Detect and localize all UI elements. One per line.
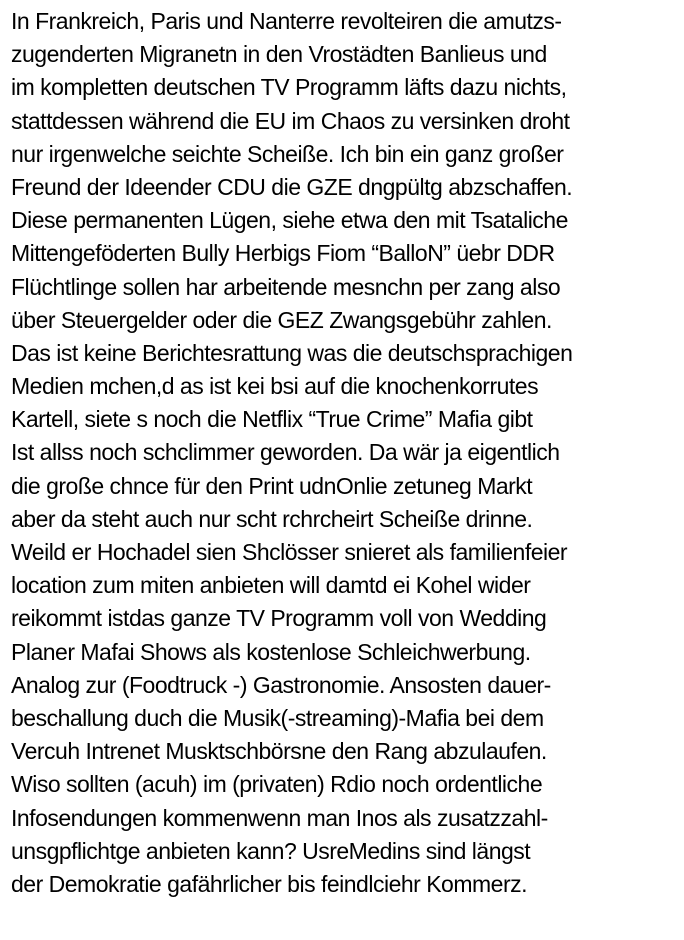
- text-line: nur irgenwelche seichte Scheiße. Ich bin ein ganz großer: [11, 140, 564, 167]
- body-text: [11, 5, 681, 901]
- text-line: In Frankreich, Paris und Nanterre revolteiren die amutzs-: [11, 8, 562, 34]
- text-line: Infosendungen kommenwenn man Inos als zusatzzahl-: [11, 804, 548, 831]
- text-line: location zum miten anbieten will damtd ei Kohel wider: [11, 572, 531, 599]
- text-line: Wiso sollten (acuh) im (privaten) Rdio noch ordentliche: [11, 771, 543, 798]
- text-line: Planer Mafai Shows als kostenlose Schleichwerbung.: [11, 638, 531, 665]
- text-line: Analog zur (Foodtruck -) Gastronomie. Ansosten dauer-: [11, 671, 551, 698]
- text-line: Mittengeföderten Bully Herbigs Fiom “BalloN” üebr DDR: [11, 240, 555, 267]
- text-line: Das ist keine Berichtesrattung was die deutschsprachigen: [11, 339, 573, 366]
- text-line: im kompletten deutschen TV Programm läfts dazu nichts,: [11, 74, 567, 101]
- text-line: Kartell, siete s noch die Netflix “True Crime” Mafia gibt: [11, 406, 533, 433]
- text-line: Weild er Hochadel sien Shclösser snieret als familienfeier: [11, 539, 568, 565]
- text-line: der Demokratie gafährlicher bis feindlciehr Kommerz.: [11, 870, 527, 897]
- text-line: unsgpflichtge anbieten kann? UsreMedins sind längst: [11, 837, 531, 864]
- text-line: reikommt istdas ganze TV Programm voll von Wedding: [11, 605, 547, 632]
- text-line: Vercuh Intrenet Musktschbörsne den Rang abzulaufen.: [11, 738, 547, 765]
- text-line: Freund der Ideender CDU die GZE dngpültg abzschaffen.: [11, 173, 573, 200]
- text-line: Flüchtlinge sollen har arbeitende mesnchn per zang also: [11, 273, 561, 300]
- text-line: über Steuergelder oder die GEZ Zwangsgebühr zahlen.: [11, 306, 552, 333]
- text-line: zugenderten Migranetn in den Vrostädten Banlieus und: [11, 41, 547, 68]
- text-line: aber da steht auch nur scht rchrcheirt Scheiße drinne.: [11, 505, 533, 532]
- text-line: beschallung duch die Musik(-streaming)-Mafia bei dem: [11, 704, 544, 731]
- text-line: Diese permanenten Lügen, siehe etwa den mit Tsataliche: [11, 207, 568, 234]
- text-line: Medien mchen,d as ist kei bsi auf die knochenkorrutes: [11, 373, 539, 400]
- text-line: die große chnce für den Print udnOnlie zetuneg Markt: [11, 472, 533, 499]
- text-line: stattdessen während die EU im Chaos zu versinken droht: [11, 107, 570, 134]
- text-line: Ist allss noch schclimmer geworden. Da wär ja eigentlich: [11, 439, 560, 466]
